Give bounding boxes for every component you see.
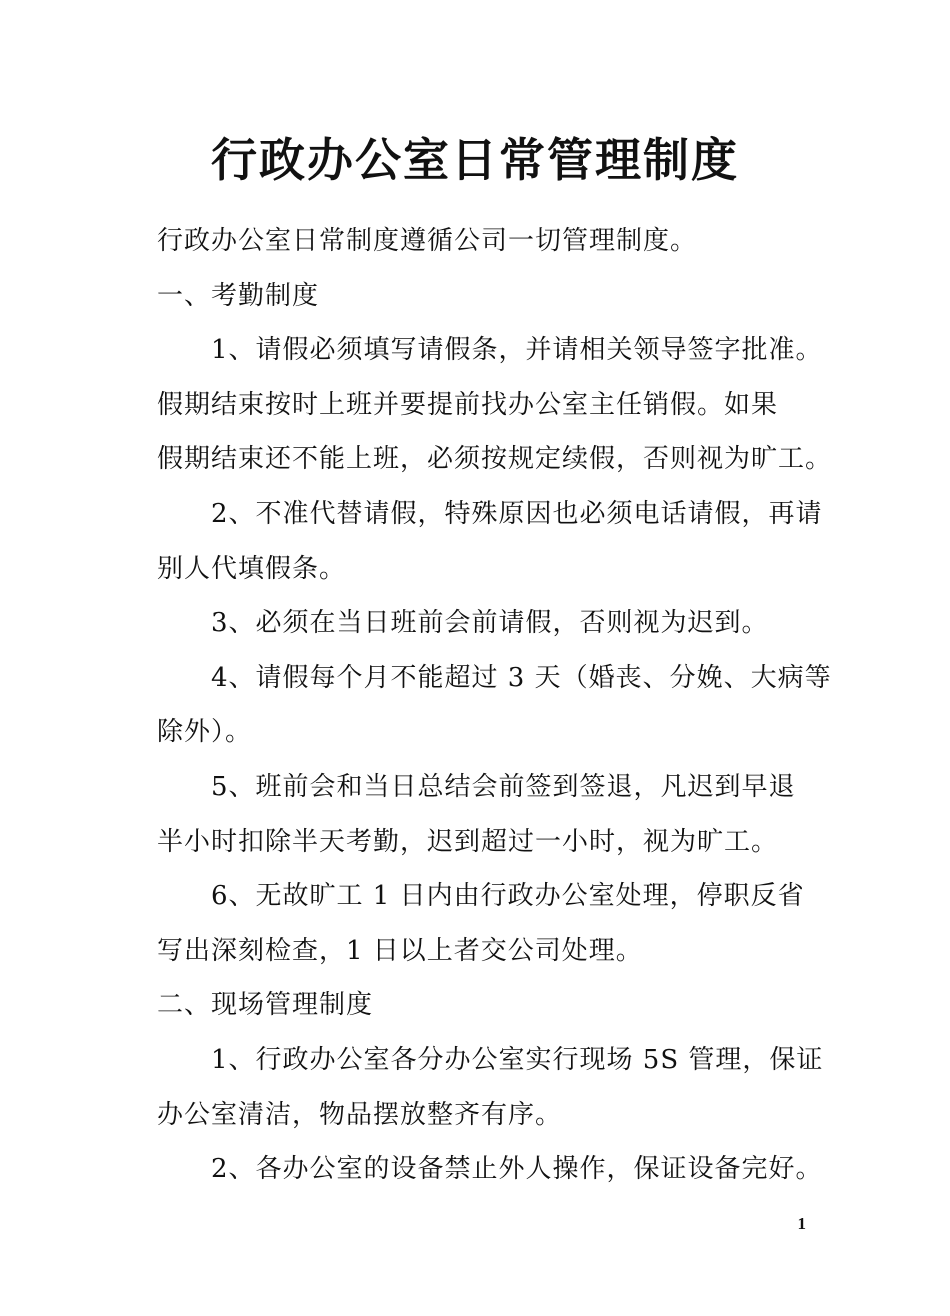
page-number: 1 bbox=[797, 1214, 806, 1233]
site-rule-2-line-1: 2、各办公室的设备禁止外人操作，保证设备完好。 bbox=[211, 1154, 823, 1185]
attendance-rule-1-line-1: 1、请假必须填写请假条，并请相关领导签字批准。 bbox=[211, 335, 823, 366]
attendance-rule-6-line-1: 6、无故旷工 1 日内由行政办公室处理，停职反省 bbox=[211, 881, 805, 912]
attendance-rule-6-line-2: 写出深刻检查，1 日以上者交公司处理。 bbox=[157, 935, 643, 966]
attendance-rule-1-line-3: 假期结束还不能上班，必须按规定续假，否则视为旷工。 bbox=[157, 444, 833, 475]
intro-paragraph: 行政办公室日常制度遵循公司一切管理制度。 bbox=[157, 226, 698, 256]
attendance-rule-5-line-2: 半小时扣除半天考勤，迟到超过一小时，视为旷工。 bbox=[157, 826, 779, 857]
document-title: 行政办公室日常管理制度 bbox=[211, 133, 739, 187]
section-heading-site-management: 二、现场管理制度 bbox=[157, 990, 374, 1021]
attendance-rule-3-line-1: 3、必须在当日班前会前请假，否则视为迟到。 bbox=[211, 608, 769, 639]
attendance-rule-5-line-1: 5、班前会和当日总结会前签到签退，凡迟到早退 bbox=[211, 771, 796, 802]
attendance-rule-2-line-1: 2、不准代替请假，特殊原因也必须电话请假，再请 bbox=[211, 498, 823, 529]
document-body bbox=[157, 214, 833, 1197]
attendance-rule-4-line-2: 除外）。 bbox=[157, 717, 253, 748]
attendance-rule-2-line-2: 别人代填假条。 bbox=[157, 553, 347, 584]
site-rule-1-line-2: 办公室清洁，物品摆放整齐有序。 bbox=[157, 1099, 563, 1130]
section-heading-attendance: 一、考勤制度 bbox=[157, 280, 320, 311]
attendance-rule-4-line-1: 4、请假每个月不能超过 3 天（婚丧、分娩、大病等 bbox=[211, 662, 832, 693]
attendance-rule-1-line-2: 假期结束按时上班并要提前找办公室主任销假。如果 bbox=[157, 389, 779, 420]
site-rule-1-line-1: 1、行政办公室各分办公室实行现场 5S 管理，保证 bbox=[211, 1044, 824, 1075]
